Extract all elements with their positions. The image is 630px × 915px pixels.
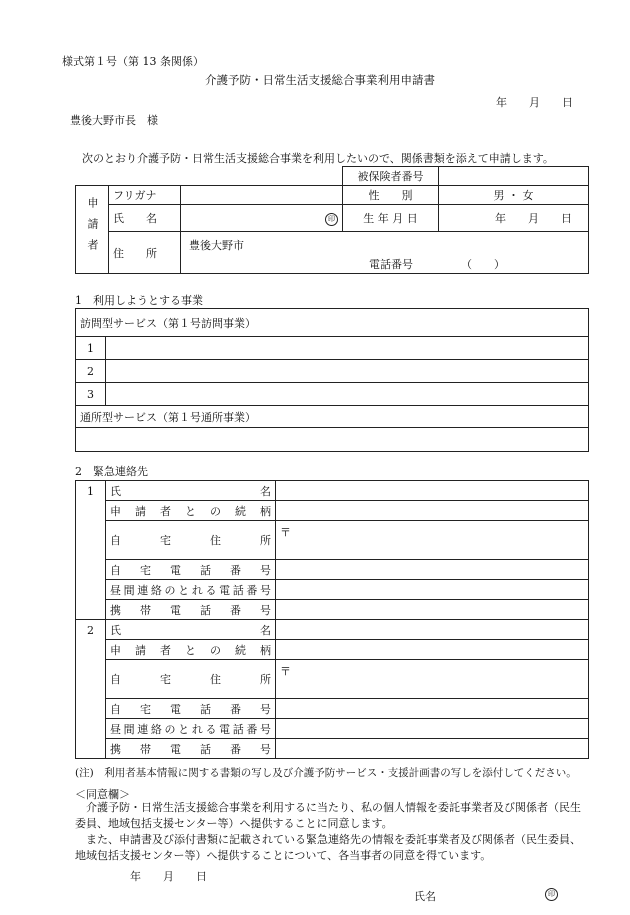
consent-date[interactable]: 年 月 日 xyxy=(130,870,207,883)
attachment-note: (注) 利用者基本情報に関する書類の写し及び介護予防サービス・支援計画書の写しを添付してください。 xyxy=(75,767,577,779)
home-address-field[interactable] xyxy=(276,660,589,699)
contact-name-field[interactable] xyxy=(276,481,589,501)
seal-icon: 印 xyxy=(325,213,338,226)
addressee: 豊後大野市長 様 xyxy=(70,114,158,127)
day-service-label: 通所型サービス（第１号通所事業） xyxy=(76,406,589,428)
consent-name-label: 氏名 xyxy=(414,890,436,903)
address-label: 住 所 xyxy=(109,232,181,274)
section2-heading: 2 緊急連絡先 xyxy=(75,465,148,478)
insured-number-label: 被保険者番号 xyxy=(343,167,439,186)
visit-row-number: 1 xyxy=(76,337,106,360)
consent-heading: ＜同意欄＞ xyxy=(75,788,130,801)
contact-number: 2 xyxy=(76,620,106,759)
contact-number: 1 xyxy=(76,481,106,620)
mobile-phone-field[interactable] xyxy=(276,600,589,620)
name-field[interactable] xyxy=(181,205,343,232)
daytime-phone-field[interactable] xyxy=(276,580,589,600)
birthdate-field[interactable]: 年 月 日 xyxy=(439,205,589,232)
relation-field[interactable] xyxy=(276,640,589,660)
home-phone-field[interactable] xyxy=(276,699,589,719)
relation-field[interactable] xyxy=(276,501,589,521)
address-field[interactable] xyxy=(181,232,589,274)
visit-row-number: 2 xyxy=(76,360,106,383)
consent-paragraph-1: 介護予防・日常生活支援総合事業を利用するに当たり、私の個人情報を委託事業者及び関係者（民生委員、地域包括支援センター等）へ提供することに同意します。 xyxy=(75,801,581,830)
intro-text: 次のとおり介護予防・日常生活支援総合事業を利用したいので、関係書類を添えて申請します。 xyxy=(82,152,554,165)
home-address-field[interactable] xyxy=(276,521,589,560)
relation-label: 申請者との続柄 xyxy=(106,640,276,660)
name-label: 氏 名 xyxy=(109,205,181,232)
emergency-contact-table xyxy=(75,480,589,759)
contact-name-label: 氏 名 xyxy=(106,620,276,640)
service-table xyxy=(75,308,589,452)
daytime-phone-field[interactable] xyxy=(276,719,589,739)
contact-name-label: 氏 名 xyxy=(106,481,276,501)
consent-paragraph-2: また、申請書及び添付書類に記載されている緊急連絡先の情報を委託事業者及び関係者（民生委員、地域包括支援センター等）へ提供することについて、各当事者の同意を得ています。 xyxy=(75,833,581,862)
application-date[interactable]: 年 月 日 xyxy=(496,96,573,109)
form-title: 介護予防・日常生活支援総合事業利用申請書 xyxy=(205,73,435,87)
home-address-label: 自宅住所 xyxy=(106,521,276,560)
phone-paren: （ ） xyxy=(461,258,505,271)
insured-number-field[interactable] xyxy=(439,167,589,186)
visit-row-number: 3 xyxy=(76,383,106,406)
form-number: 様式第１号（第 13 条関係） xyxy=(62,55,204,68)
gender-options[interactable]: 男 ・ 女 xyxy=(439,186,589,205)
visit-row-field[interactable] xyxy=(106,360,589,383)
phone-label: 電話番号 xyxy=(369,258,413,271)
home-phone-field[interactable] xyxy=(276,560,589,580)
mobile-phone-label: 携帯電話番号 xyxy=(106,600,276,620)
postal-mark: 〒 xyxy=(280,665,291,678)
address-value: 豊後大野市 xyxy=(189,239,244,252)
visit-service-label: 訪問型サービス（第１号訪問事業） xyxy=(76,309,589,337)
birthdate-label: 生 年 月 日 xyxy=(343,205,439,232)
visit-row-field[interactable] xyxy=(106,337,589,360)
home-address-label: 自宅住所 xyxy=(106,660,276,699)
applicant-group-label: 申請者 xyxy=(76,186,109,274)
seal-icon: 印 xyxy=(545,888,558,901)
furigana-field[interactable] xyxy=(181,186,343,205)
section1-heading: 1 利用しようとする事業 xyxy=(75,294,203,307)
daytime-phone-label: 昼間連絡のとれる電話番号 xyxy=(106,580,276,600)
gender-label: 性 別 xyxy=(343,186,439,205)
visit-row-field[interactable] xyxy=(106,383,589,406)
postal-mark: 〒 xyxy=(280,526,291,539)
mobile-phone-field[interactable] xyxy=(276,739,589,759)
home-phone-label: 自宅電話番号 xyxy=(106,699,276,719)
relation-label: 申請者との続柄 xyxy=(106,501,276,521)
furigana-label: フリガナ xyxy=(109,186,181,205)
mobile-phone-label: 携帯電話番号 xyxy=(106,739,276,759)
home-phone-label: 自宅電話番号 xyxy=(106,560,276,580)
contact-name-field[interactable] xyxy=(276,620,589,640)
day-service-field[interactable] xyxy=(76,428,589,452)
applicant-table xyxy=(75,166,589,274)
daytime-phone-label: 昼間連絡のとれる電話番号 xyxy=(106,719,276,739)
